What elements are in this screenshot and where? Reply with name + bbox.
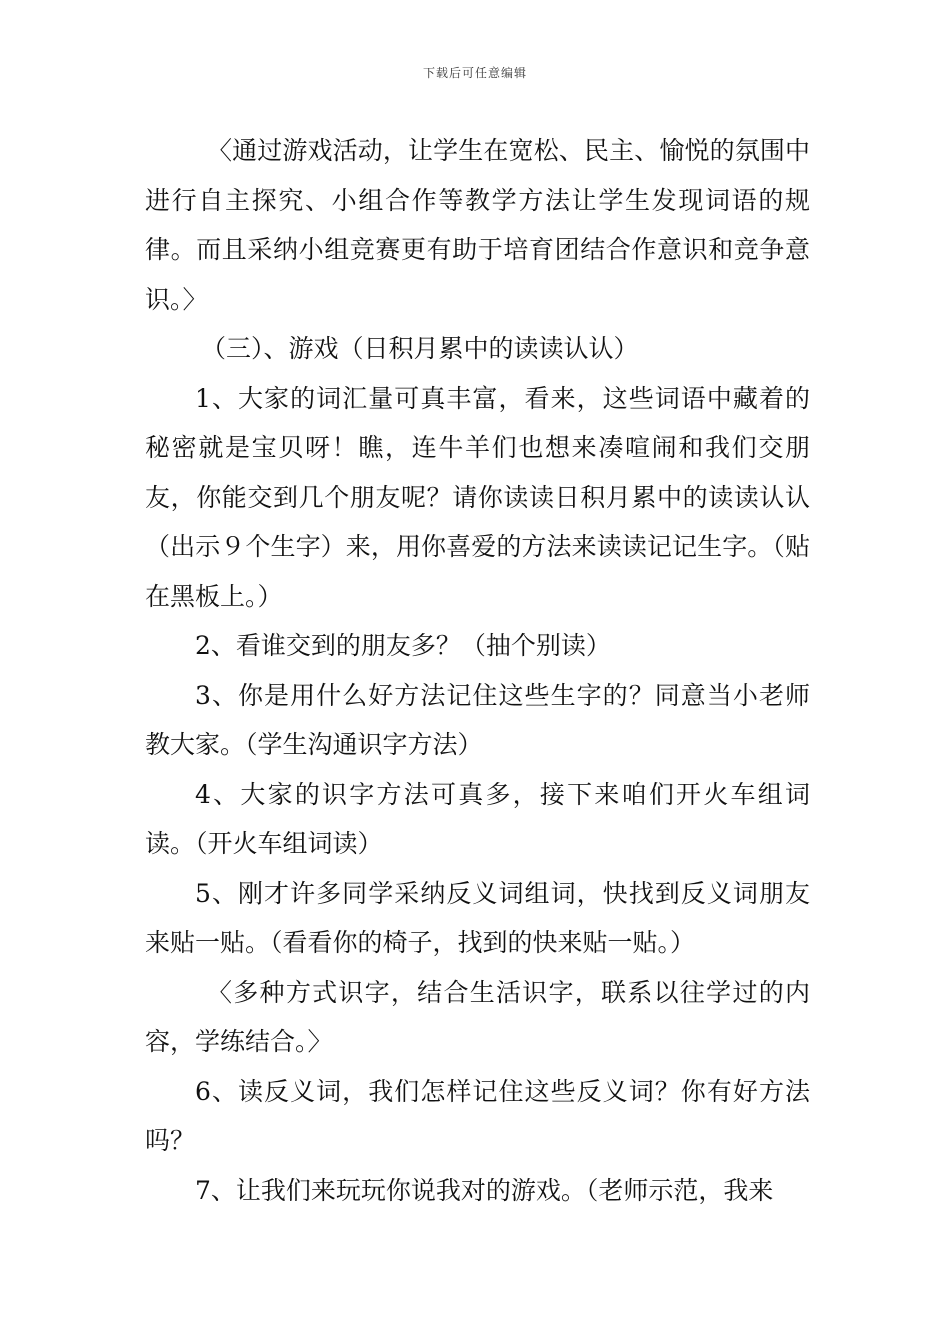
paragraph-step-5: 5、刚才许多同学采纳反义词组词，快找到反义词朋友来贴一贴。（看看你的椅子，找到的快来贴一贴。）: [145, 878, 810, 957]
paragraph-step-3: 3、你是用什么好方法记住这些生字的？同意当小老师教大家。（学生沟通识字方法）: [145, 680, 810, 759]
section-heading-3: （三）、游戏（日积月累中的读读认认）: [201, 334, 639, 363]
paragraph-step-7: 7、让我们来玩玩你说我对的游戏。（老师示范，我来: [195, 1175, 774, 1205]
paragraph-note-1: 〈通过游戏活动，让学生在宽松、民主、愉悦的氛围中进行自主探究、小组合作等教学方法让学生发现词语的规律。而且采纳小组竞赛更有助于培育团结合作意识和竞争意识。〉: [145, 136, 810, 314]
paragraph-note-2: 〈多种方式识字，结合生活识字，联系以往学过的内容，学练结合。〉: [145, 977, 810, 1056]
paragraph-step-4: 4、大家的识字方法可真多，接下来咱们开火车组词读。（开火车组词读）: [145, 779, 810, 858]
paragraph-step-6: 6、读反义词，我们怎样记住这些反义词？你有好方法吗？: [145, 1076, 810, 1155]
page-header: 下载后可任意编辑: [422, 66, 527, 80]
paragraph-step-1: 1、大家的词汇量可真丰富，看来，这些词语中藏着的秘密就是宝贝呀！瞧，连牛羊们也想来凑喧闹和我们交朋友，你能交到几个朋友呢？请你读读日积月累中的读读认认（出示９个生字）来，用你喜爱的方法来读读记记生字。（贴在黑板上。）: [145, 383, 810, 611]
document-body: [145, 126, 810, 1215]
paragraph-step-2: 2、看谁交到的朋友多？（抽个别读）: [195, 631, 611, 660]
